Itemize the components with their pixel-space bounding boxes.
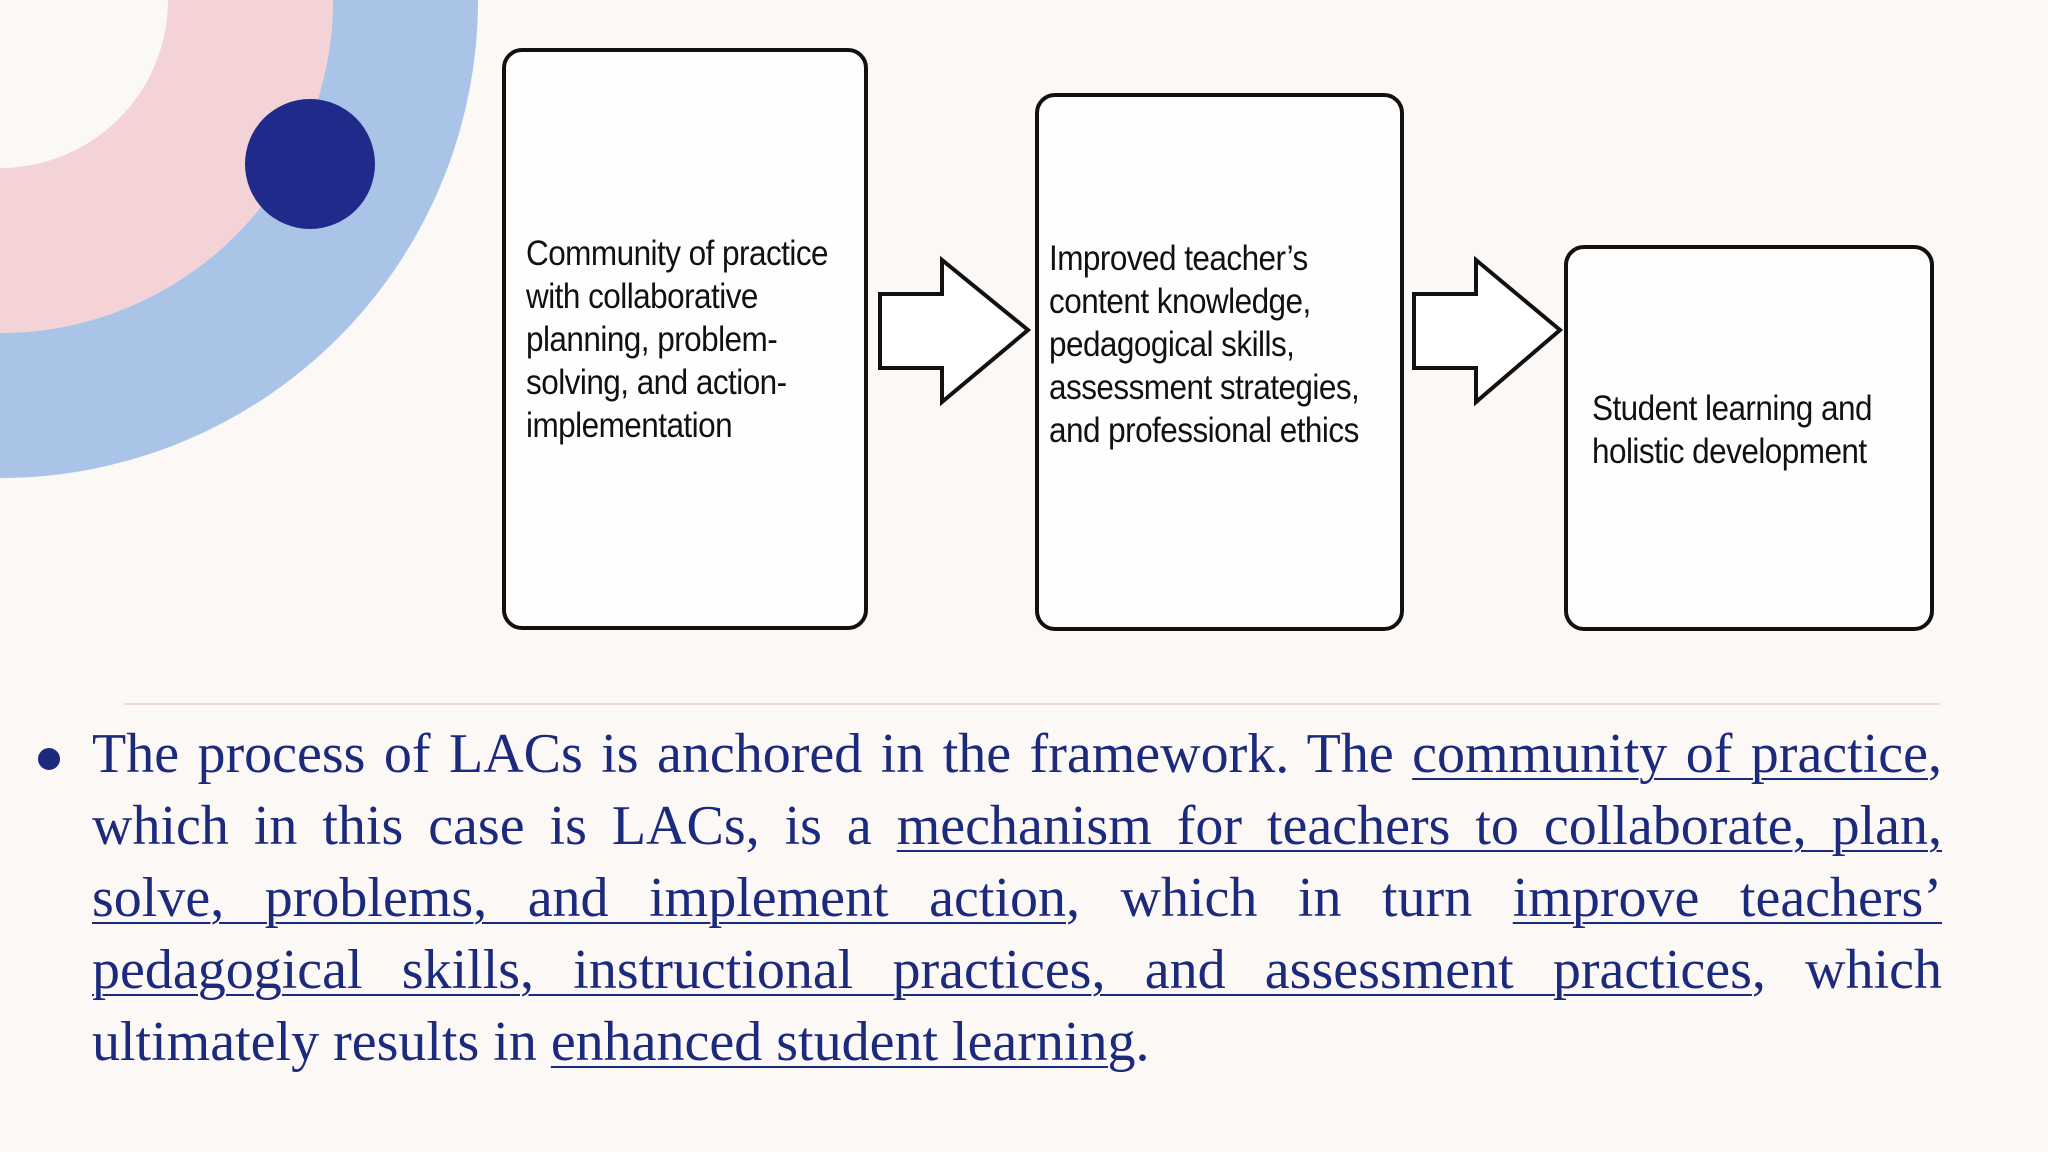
box-community-of-practice-label: Community of practice with collaborative planning, problem- solving, and action- implementation [526, 233, 829, 445]
bullet-dot [38, 748, 60, 770]
underlined-phrase: enhanced student learning [550, 1011, 1136, 1073]
text-segment: , which in this case is LACs, is a [92, 723, 1942, 857]
box-improved-teacher-label: Improved teacher’s content knowledge, pedagogical skills, assessment strategies, and professional ethics [1049, 238, 1360, 450]
text-segment: . [1135, 1011, 1150, 1073]
text-segment: The process of LACs is anchored in the framework. The [92, 723, 1413, 785]
right-arrow-icon [1414, 260, 1560, 402]
underlined-phrase: mechanism for teachers to collaborate, plan, solve, problems, and implement action [92, 795, 1942, 929]
text-segment: , which in turn [1065, 867, 1513, 929]
bullet-paragraph [92, 718, 1942, 1078]
text-segment: , which ultimately results in [92, 939, 1943, 1073]
underlined-phrase: community of practice [1412, 723, 1928, 785]
box-student-learning-label: Student learning and holistic development [1592, 389, 1872, 471]
underlined-phrase: improve teachers’ pedagogical skills, instructional practices, and assessment practices [92, 867, 1942, 1001]
divider [124, 703, 1940, 705]
right-arrow-icon [880, 260, 1028, 402]
